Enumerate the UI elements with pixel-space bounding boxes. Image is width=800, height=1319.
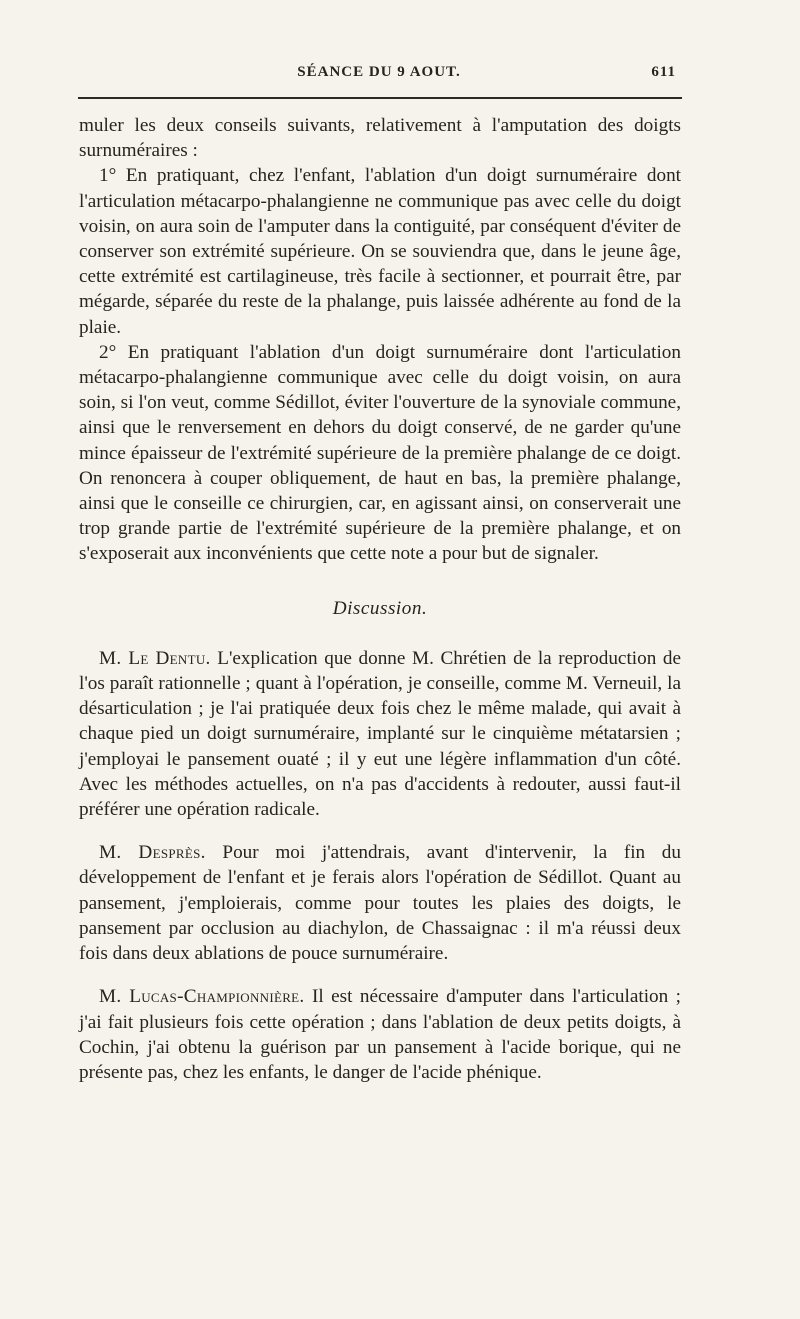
- discussion-entry: [79, 840, 681, 966]
- paragraph-continuation: muler les deux conseils suivants, relativement à l'amputation des doigts surnuméraires :: [79, 115, 681, 162]
- discussion-entry: [79, 984, 681, 1085]
- speaker-name: M. Desprès.: [99, 842, 206, 864]
- paragraph-advice-2: 2° En pratiquant l'ablation d'un doigt surnuméraire dont l'articulation métacarpo-phalangienne communique avec celle du doigt voisin, on aura soin, si l'on veut, comme Sédillot, éviter l'ouverture de la synoviale commune, ainsi que le renversement en dehors du doigt conservé, de ne garder qu'une mince épaisseur de l'extrémité supérieure de la première phalange de ce doigt. On renoncera à couper obliquement, de haut en bas, la première phalange, ainsi que le conseille ce chirurgien, car, en agissant ainsi, on conserverait une trop grande partie de l'extrémité supérieure de la première phalange, et on s'exposerait aux inconvénients que cette note a pour but de signaler.: [79, 341, 681, 565]
- section-heading: Discussion.: [332, 597, 428, 619]
- running-title: SÉANCE DU 9 AOUT.: [297, 64, 461, 80]
- speaker-name: M. Le Dentu.: [99, 647, 211, 669]
- page-number: 611: [651, 64, 676, 80]
- body-text: [79, 113, 681, 1085]
- speaker-text: Pour moi j'attendrais, avant d'intervenir, la fin du développement de l'enfant et je ferais alors l'opération de Sédillot. Quant au pansement, j'emploierais, comme pour toutes les plaies des doigts, le pansement par occlusion au diachylon, de Chassaignac : il m'a réussi deux fois dans deux ablations de pouce surnuméraire.: [79, 842, 681, 965]
- paragraph-advice-1: 1° En pratiquant, chez l'enfant, l'ablation d'un doigt surnuméraire dont l'articulation métacarpo-phalangienne ne communique pas avec celle du doigt voisin, on aura soin de l'amputer dans la contiguité, par conséquent d'éviter de conserver son extrémité supérieure. On se souviendra que, dans le jeune âge, cette extrémité est cartilagineuse, très facile à sectionner, et pourrait être, par mégarde, séparée du reste de la phalange, puis laissée adhérente au fond de la plaie.: [79, 165, 681, 338]
- speaker-text: Il est nécessaire d'amputer dans l'articulation ; j'ai fait plusieurs fois cette opération ; dans l'ablation de deux petits doigts, à Cochin, j'ai obtenu la guérison par un pansement à l'acide borique, qui ne présente pas, chez les enfants, le danger de l'acide phénique.: [79, 986, 681, 1083]
- header-rule: [78, 97, 682, 99]
- speaker-text: L'explication que donne M. Chrétien de la reproduction de l'os paraît rationnelle ; quant à l'opération, je conseille, comme M. Verneuil, la désarticulation ; je l'ai pratiquée deux fois chez le même malade, qui avait à chaque pied un doigt surnuméraire, implanté sur le cinquième métatarsien ; j'employai le pansement ouaté ; il y eut une légère inflammation d'un côté. Avec les méthodes actuelles, on n'a pas d'accidents à redouter, aussi faut-il préférer une opération radicale.: [79, 647, 681, 821]
- discussion-entry: [79, 646, 681, 822]
- page-header: [78, 64, 680, 88]
- speaker-name: M. Lucas-Championnière.: [99, 986, 305, 1008]
